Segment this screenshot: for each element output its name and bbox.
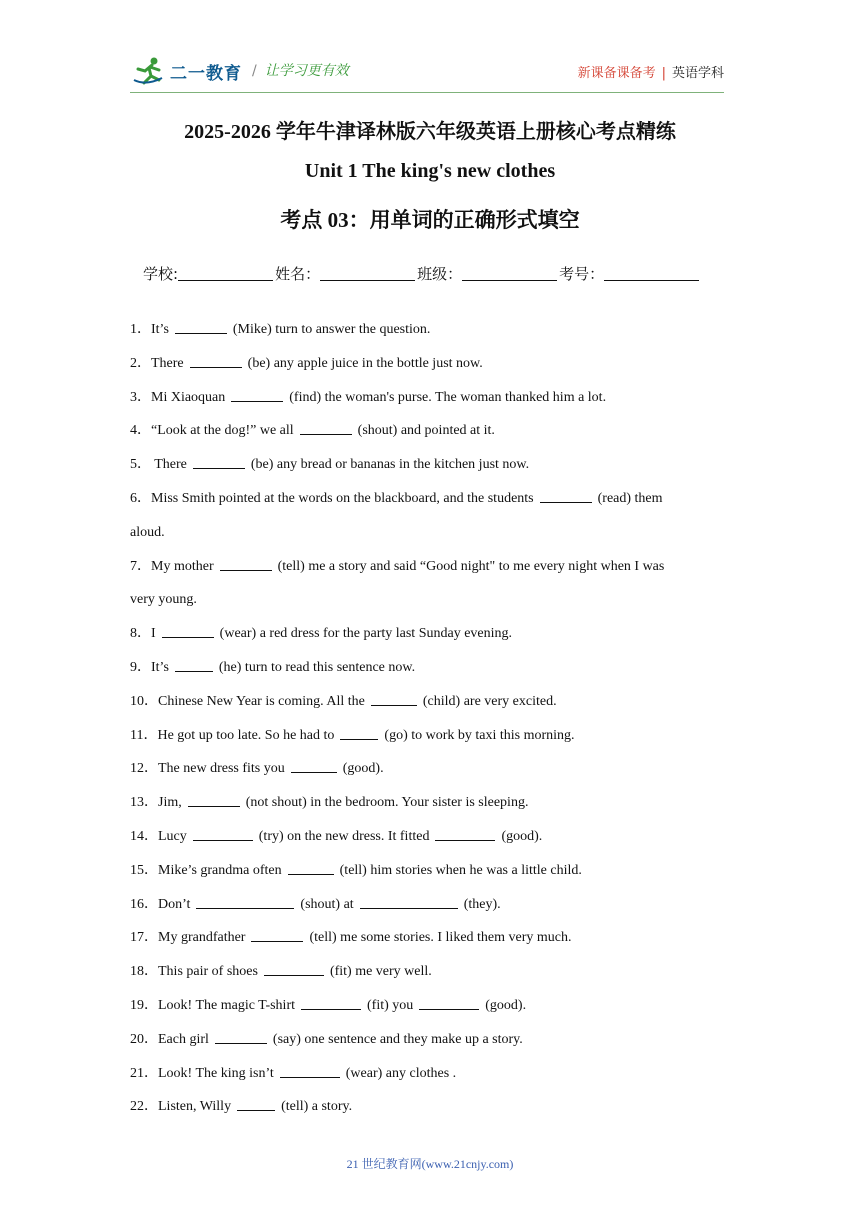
question-number: 16． (130, 896, 158, 912)
question-number: 3． (130, 389, 151, 405)
answer-blank[interactable] (264, 961, 324, 976)
answer-blank[interactable] (193, 454, 245, 469)
answer-blank[interactable] (175, 319, 227, 334)
question-text: Don’t (158, 896, 191, 912)
answer-blank[interactable] (435, 826, 495, 841)
question-item (130, 989, 720, 1023)
question-text: (find) the woman's purse. The woman thanked him a lot. (289, 389, 607, 405)
question-item (130, 854, 720, 888)
class-label: 班级： (417, 265, 463, 283)
question-text: (be) any bread or bananas in the kitchen just now. (250, 457, 530, 473)
question-text: This pair of shoes (158, 964, 258, 980)
question-number: 6． (130, 490, 151, 506)
question-number: 21． (130, 1065, 158, 1081)
answer-blank[interactable] (371, 691, 417, 706)
question-text: (good). (485, 997, 527, 1013)
question-text: Mi Xiaoquan (151, 389, 226, 405)
question-text: The new dress fits you (158, 761, 285, 777)
logo-text: 二一教育 (170, 63, 242, 84)
slogan-text: 让学习更有效 (264, 63, 349, 79)
answer-blank[interactable] (215, 1029, 267, 1044)
question-text: Jim, (158, 795, 182, 811)
answer-blank[interactable] (301, 995, 361, 1010)
question-text: Chinese New Year is coming. All the (158, 693, 365, 709)
question-number: 17． (130, 930, 158, 946)
answer-blank[interactable] (188, 792, 240, 807)
header-right (578, 62, 724, 81)
answer-blank[interactable] (231, 387, 283, 402)
slogan-separator: / (252, 63, 257, 79)
question-text: (tell) me some stories. I liked them very much. (309, 930, 572, 946)
answer-blank[interactable] (190, 353, 242, 368)
question-text: (good). (342, 761, 384, 777)
answer-blank[interactable] (193, 826, 253, 841)
answer-blank[interactable] (540, 488, 592, 503)
logo (132, 56, 242, 86)
question-text: (be) any apple juice in the bottle just now. (247, 355, 483, 371)
question-number: 12． (130, 761, 158, 777)
name-field[interactable] (320, 264, 415, 281)
unit-title: Unit 1 The king's new clothes (304, 160, 556, 182)
question-text: very young. (130, 592, 197, 608)
question-text: Lucy (158, 828, 187, 844)
question-text: Each girl (158, 1031, 209, 1047)
question-number: 4． (130, 423, 151, 439)
question-number: 10． (130, 693, 158, 709)
answer-blank[interactable] (175, 657, 213, 672)
question-text: Listen, Willy (158, 1099, 232, 1115)
answer-blank[interactable] (340, 725, 378, 740)
answer-blank[interactable] (300, 420, 352, 435)
student-info-row (143, 263, 701, 284)
question-item (130, 381, 720, 415)
answer-blank[interactable] (196, 894, 294, 909)
question-text: “Look at the dog!” we all (151, 423, 294, 439)
answer-blank[interactable] (291, 758, 337, 773)
question-number: 2． (130, 355, 151, 371)
question-text: (they). (463, 896, 501, 912)
page-footer: 21 世纪教育网(www.21cnjy.com) (346, 1157, 514, 1171)
question-number: 13． (130, 795, 158, 811)
question-item (130, 888, 720, 922)
question-text: There (151, 355, 184, 371)
question-number: 18． (130, 964, 158, 980)
name-label: 姓名： (275, 265, 321, 283)
question-text: (read) them (597, 490, 663, 506)
question-number: 1． (130, 322, 151, 337)
question-text: aloud. (130, 524, 165, 540)
question-item (130, 313, 720, 347)
answer-blank[interactable] (251, 927, 303, 942)
question-item (130, 786, 720, 820)
answer-blank[interactable] (220, 556, 272, 571)
question-number: 14． (130, 828, 158, 844)
header-divider: | (661, 66, 666, 81)
question-number: 5． (130, 457, 151, 473)
question-text: I (151, 626, 156, 642)
question-continuation (130, 516, 720, 550)
question-text: Mike’s grandma often (158, 862, 282, 878)
question-number: 15． (130, 862, 158, 878)
question-text: (tell) a story. (281, 1099, 353, 1115)
question-text: (shout) and pointed at it. (357, 423, 495, 439)
question-text: There (151, 457, 187, 473)
question-text: Look! The magic T-shirt (158, 997, 295, 1013)
question-item (130, 1023, 720, 1057)
question-text: My mother (151, 558, 214, 574)
question-item (130, 651, 720, 685)
topic-title: 考点 03：用单词的正确形式填空 (280, 208, 580, 232)
page-header (130, 52, 724, 93)
question-number: 20． (130, 1031, 158, 1047)
question-text: It’s (151, 659, 169, 675)
class-field[interactable] (462, 264, 557, 281)
question-item (130, 617, 720, 651)
question-item (130, 955, 720, 989)
answer-blank[interactable] (162, 623, 214, 638)
question-text: (child) are very excited. (422, 693, 557, 709)
question-text: (fit) me very well. (329, 964, 432, 980)
question-text: (tell) him stories when he was a little child. (339, 862, 582, 878)
question-item (130, 1090, 720, 1124)
school-label: 学校: (143, 265, 179, 283)
question-item (130, 752, 720, 786)
question-text: Miss Smith pointed at the words on the blackboard, and the students (151, 490, 534, 506)
slogan (252, 60, 349, 80)
question-text: My grandfather (158, 930, 246, 946)
question-number: 11． (130, 727, 158, 743)
question-text: (Mike) turn to answer the question. (232, 322, 431, 337)
question-item (130, 482, 720, 516)
question-list (130, 313, 720, 1124)
runner-logo-icon (132, 56, 166, 86)
question-text: (tell) me a story and said “Good night" to me every night when I was (277, 558, 665, 574)
question-text: (wear) any clothes . (345, 1065, 457, 1081)
question-text: It’s (151, 322, 169, 337)
header-course-label: 新课备课备考 (577, 66, 656, 81)
school-field[interactable] (178, 264, 273, 281)
question-text: (he) turn to read this sentence now. (218, 659, 416, 675)
question-number: 9． (130, 659, 151, 675)
question-text: (go) to work by taxi this morning. (384, 727, 575, 743)
answer-blank[interactable] (419, 995, 479, 1010)
number-field[interactable] (604, 264, 699, 281)
answer-blank[interactable] (288, 860, 334, 875)
question-item (130, 921, 720, 955)
question-text: (say) one sentence and they make up a story. (272, 1031, 523, 1047)
question-continuation (130, 583, 720, 617)
question-text: (not shout) in the bedroom. Your sister is sleeping. (245, 795, 529, 811)
question-item (130, 820, 720, 854)
question-item (130, 1057, 720, 1091)
question-item (130, 550, 720, 584)
question-text: (try) on the new dress. It fitted (258, 828, 430, 844)
document-title: 2025-2026 学年牛津译林版六年级英语上册核心考点精练 (184, 121, 676, 143)
question-number: 8． (130, 626, 151, 642)
question-text: (fit) you (367, 997, 414, 1013)
question-number: 22． (130, 1099, 158, 1115)
question-text: Look! The king isn’t (158, 1065, 274, 1081)
answer-blank[interactable] (280, 1063, 340, 1078)
question-text: (good). (501, 828, 543, 844)
question-text: (wear) a red dress for the party last Sunday evening. (219, 626, 513, 642)
question-item (130, 685, 720, 719)
question-item (130, 347, 720, 381)
question-item (130, 719, 720, 753)
answer-blank[interactable] (237, 1096, 275, 1111)
question-text: He got up too late. So he had to (157, 727, 335, 743)
question-number: 19． (130, 997, 158, 1013)
answer-blank[interactable] (360, 894, 458, 909)
question-number: 7． (130, 558, 151, 574)
question-item (130, 448, 720, 482)
number-label: 考号： (559, 265, 605, 283)
question-text: (shout) at (300, 896, 354, 912)
question-item (130, 414, 720, 448)
header-subject-label: 英语学科 (671, 66, 724, 81)
